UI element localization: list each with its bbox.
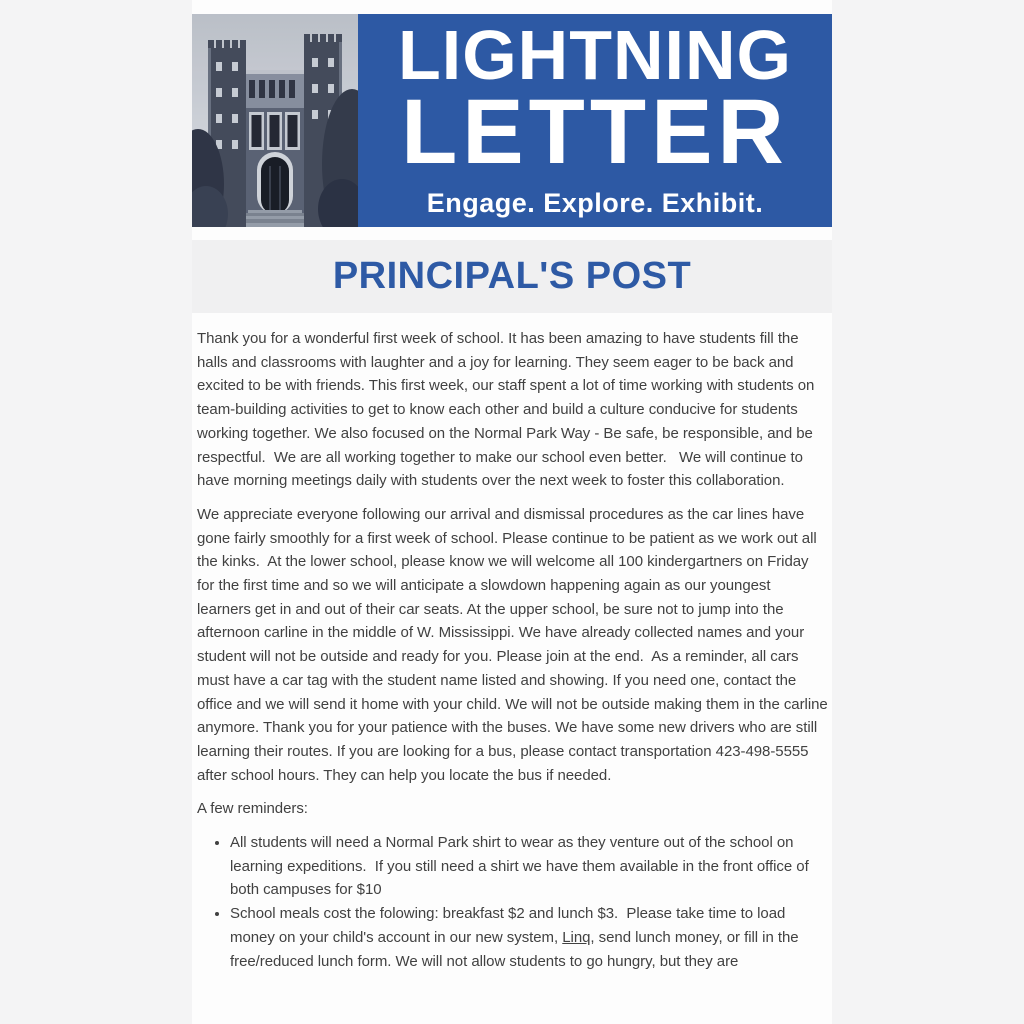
paragraph-arrival-dismissal: We appreciate everyone following our arrival and dismissal procedures as the car lines have gone fairly smoothly for a first week of school. Please continue to be patient as we work out all the kinks. At the lower school, please know we will welcome all 100 kindergartners on Friday for the first time and so we will anticipate a slowdown happening again as our youngest learners get in and out of their car seats. At the upper school, be sure not to jump into the afternoon carline in the middle of W. Mississippi. We have already collected names and your student will not be outside and ready for you. Please join at the end. As a reminder, all cars must have a car tag with the student name listed and showing. If you need one, contact the office and we will send it home with your child. We will not be outside making them in the carline anymore. Thank you for your patience with the buses. We have some new drivers who are still learning their routes. If you are looking for a bus, please contact transportation 423-498-5555 after school hours. They can help you locate the bus if needed.	[197, 505, 832, 784]
newsletter-title-line2: LETTER	[401, 80, 789, 183]
list-item	[230, 902, 828, 973]
list-item-text: , send lunch money, or fill in the free/reduced lunch form. We will not allow students to go hungry, but they are	[230, 928, 803, 970]
section-title: PRINCIPAL'S POST	[332, 255, 692, 297]
newsletter-tagline: Engage. Explore. Exhibit.	[426, 188, 764, 219]
paragraph-welcome: Thank you for a wonderful first week of school. It has been amazing to have students fill the halls and classrooms with laughter and a joy for learning. They seem eager to be back and excited to be with friends. This first week, our staff spent a lot of time working with students on team-building activities to get to know each other and build a culture conducive for students working together. We also focused on the Normal Park Way - Be safe, be responsible, and be respectful. We are all working together to make our school even better. We will continue to have morning meetings daily with students over the next week to foster this collaboration.	[197, 330, 819, 490]
newsletter-title-line1: LIGHTNING	[398, 15, 792, 94]
newsletter-card	[192, 0, 832, 1024]
list-item-text: All students will need a Normal Park shirt to wear as they venture out of the school on learning expeditions. If you still need a shirt we have them available in the front office of both campuses for $10	[230, 834, 813, 899]
school-building-illustration	[192, 14, 358, 227]
section-heading-band	[192, 240, 832, 313]
list-item-text: School meals cost the folowing: breakfast $2 and lunch $3. Please take time to load money on your child's account in our new system,	[230, 905, 790, 946]
article-body	[192, 313, 832, 973]
list-item	[230, 831, 828, 902]
banner-title-block	[358, 14, 832, 227]
newsletter-banner	[192, 14, 832, 227]
linq-link[interactable]: Linq	[562, 928, 591, 946]
paragraph-reminders-intro: A few reminders:	[197, 800, 308, 818]
school-building-photo	[192, 14, 358, 227]
reminder-list	[197, 831, 828, 973]
